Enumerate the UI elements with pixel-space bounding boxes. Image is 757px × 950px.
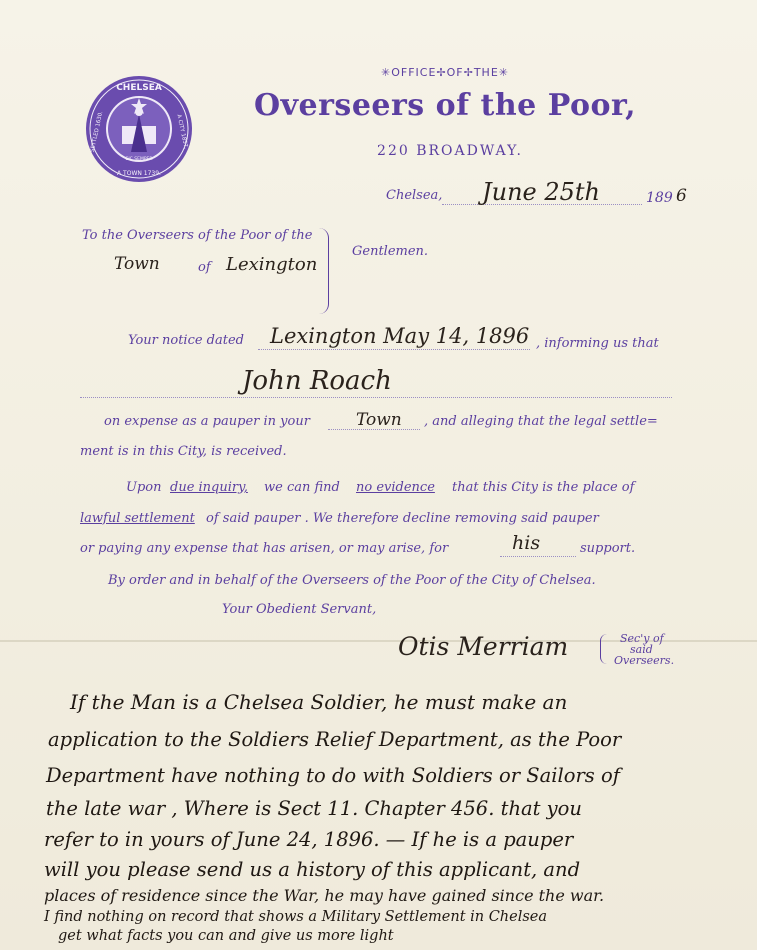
notice-line3-hand: Town — [356, 410, 402, 430]
note-line-5: refer to in yours of June 24, 1896. — If he is a pauper — [44, 828, 574, 851]
office-line: ✳OFFICE✢OF✢THE✳ — [381, 66, 509, 79]
body-p1-c: we can find — [264, 480, 340, 495]
note-line-2: application to the Soldiers Relief Department, as the Poor — [48, 728, 622, 751]
body-his: his — [512, 532, 541, 554]
body-p1-line3-b: support. — [580, 541, 636, 556]
date-year-printed: 189 — [646, 190, 673, 206]
notice-date-dots — [258, 349, 530, 350]
note-line-1: If the Man is a Chelsea Soldier, he must make an — [70, 690, 568, 714]
note-line-7: places of residence since the War, he may have gained since the war. — [44, 886, 605, 905]
notice-suffix: , informing us that — [536, 336, 659, 351]
date-place: Chelsea, — [386, 188, 443, 203]
svg-text:SIC SEMPER: SIC SEMPER — [125, 157, 153, 162]
signature: Otis Merriam — [398, 632, 569, 661]
town-name: Lexington — [226, 254, 318, 275]
letterhead-address: 220 BROADWAY. — [377, 143, 523, 159]
body-due-inquiry: due inquiry, — [170, 480, 248, 495]
note-line-9: get what facts you can and give us more light — [58, 928, 394, 944]
sec-title-1: Sec'y of — [620, 632, 664, 645]
sec-title-3: Overseers. — [614, 654, 675, 667]
person-name: John Roach — [242, 366, 392, 396]
body-lawful-settlement: lawful settlement — [80, 511, 195, 526]
name-dots — [80, 397, 672, 398]
notice-line3-prefix: on expense as a pauper in your — [104, 414, 310, 429]
svg-text:A TOWN 1739.: A TOWN 1739. — [117, 170, 161, 177]
body-no-evidence: no evidence — [356, 480, 435, 495]
sec-brace — [600, 634, 607, 664]
notice-handwritten-date: Lexington May 14, 1896 — [270, 324, 530, 348]
notice-line3-suffix: , and alleging that the legal settle= — [424, 414, 658, 429]
address-brace — [318, 228, 329, 314]
order-line: By order and in behalf of the Overseers of the Poor of the City of Chelsea. — [108, 573, 596, 588]
his-dots — [500, 556, 576, 557]
body-p1-line2: of said pauper . We therefore decline removing said pauper — [206, 511, 599, 526]
body-p1-e: that this City is the place of — [452, 480, 635, 495]
svg-text:SETTLED 1630.: SETTLED 1630. — [89, 110, 105, 153]
svg-text:A CITY 1857.: A CITY 1857. — [175, 113, 189, 150]
letterhead-title: Overseers of the Poor, — [253, 88, 637, 123]
note-line-6: will you please send us a history of this applicant, and — [44, 858, 581, 881]
svg-text:CHELSEA: CHELSEA — [116, 83, 162, 93]
body-p1-line3-a: or paying any expense that has arisen, or may arise, for — [80, 541, 449, 556]
town-word: Town — [114, 254, 160, 274]
date-year-handwritten: 6 — [676, 186, 687, 206]
notice-prefix: Your notice dated — [128, 333, 244, 348]
note-line-3: Department have nothing to do with Soldiers or Sailors of — [46, 764, 620, 787]
of-word: of — [198, 260, 211, 275]
notice-line4: ment is in this City, is received. — [80, 444, 287, 459]
note-line-4: the late war , Where is Sect 11. Chapter 456. that you — [46, 797, 582, 820]
handwritten-date: June 25th — [482, 178, 601, 206]
sec-title-2: said — [630, 643, 653, 656]
to-line: To the Overseers of the Poor of the — [82, 228, 313, 243]
closing: Your Obedient Servant, — [222, 602, 377, 617]
body-p1-a: Upon — [126, 480, 162, 495]
salutation: Gentlemen. — [352, 244, 429, 259]
city-seal-icon — [84, 74, 194, 184]
note-line-8: I find nothing on record that shows a Military Settlement in Chelsea — [44, 909, 548, 925]
